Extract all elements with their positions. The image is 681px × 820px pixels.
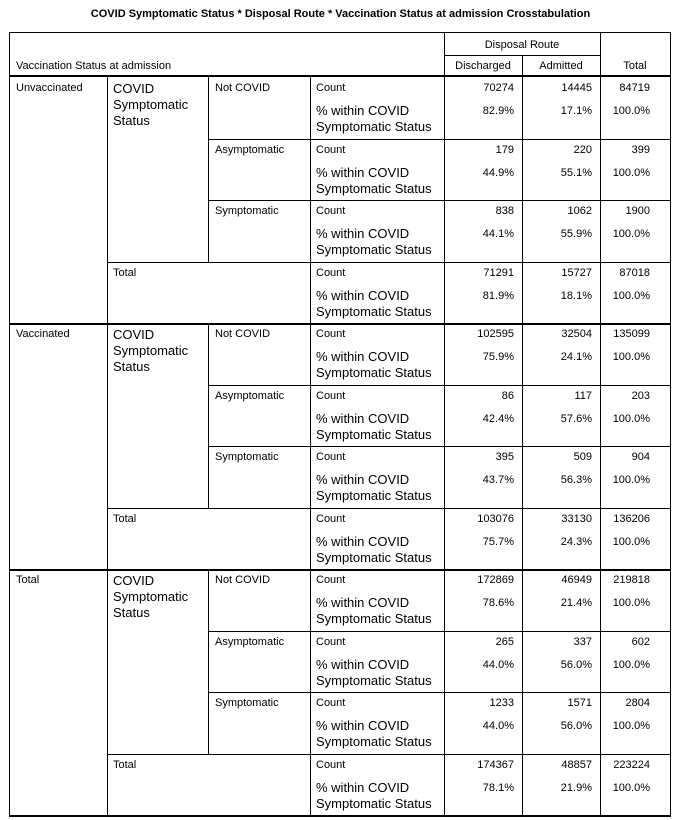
percent-value: 42.4% xyxy=(482,412,514,425)
count-label: Count xyxy=(316,266,346,279)
count-label: Count xyxy=(316,574,346,586)
percent-value: 82.9% xyxy=(482,105,514,117)
count-value: 87018 xyxy=(619,266,650,279)
count-value: 1062 xyxy=(567,205,592,217)
percent-value: 78.6% xyxy=(482,597,514,609)
pct-label-line2: Symptomatic Status xyxy=(316,672,432,688)
count-value: 395 xyxy=(495,451,514,463)
pct-label-line1: % within COVID xyxy=(316,779,410,795)
pct-label-line2: Symptomatic Status xyxy=(316,303,432,319)
col-divider-admitted xyxy=(522,55,523,816)
percent-value: 44.0% xyxy=(482,658,514,671)
count-value: 509 xyxy=(573,451,592,463)
header-admitted: Admitted xyxy=(539,60,583,72)
count-value: 602 xyxy=(631,635,650,648)
total-row-label: Total xyxy=(113,512,137,525)
pct-label-line2: Symptomatic Status xyxy=(316,549,432,565)
percent-value: 44.1% xyxy=(482,228,514,240)
status-row-label: Not COVID xyxy=(215,574,271,586)
row-separator xyxy=(208,139,670,140)
row-separator xyxy=(208,446,670,447)
percent-value: 78.1% xyxy=(482,781,514,794)
count-value: 337 xyxy=(573,635,592,648)
count-value: 33130 xyxy=(561,512,592,525)
row-separator xyxy=(208,692,670,693)
pct-label-line1: % within COVID xyxy=(316,472,410,487)
count-value: 102595 xyxy=(477,328,514,340)
percent-value: 100.0% xyxy=(612,720,650,732)
count-value: 265 xyxy=(495,635,514,648)
count-value: 32504 xyxy=(561,328,592,340)
table-title: COVID Symptomatic Status * Disposal Route * Vaccination Status at admission Crosstabulation xyxy=(90,8,591,20)
row-separator xyxy=(208,385,670,386)
group-separator xyxy=(9,323,671,325)
count-value: 70274 xyxy=(483,82,514,94)
count-value: 838 xyxy=(495,205,514,217)
covid-status-label: COVID Symptomatic Status xyxy=(113,327,189,374)
group-label: Total xyxy=(16,574,40,586)
count-value: 46949 xyxy=(561,574,592,586)
pct-label-line1: % within COVID xyxy=(316,287,410,303)
pct-label-line1: % within COVID xyxy=(316,349,410,364)
count-label: Count xyxy=(316,635,346,648)
count-label: Count xyxy=(316,389,346,402)
count-value: 203 xyxy=(631,389,650,402)
pct-label-line2: Symptomatic Status xyxy=(316,488,432,503)
pct-label-line2: Symptomatic Status xyxy=(316,119,432,134)
status-row-label: Not COVID xyxy=(215,328,271,340)
pct-label-line2: Symptomatic Status xyxy=(316,426,432,442)
percent-value: 18.1% xyxy=(560,289,592,302)
col-divider-group xyxy=(107,77,108,323)
pct-label-line1: % within COVID xyxy=(316,410,410,426)
percent-value: 100.0% xyxy=(612,228,650,240)
percent-value: 44.9% xyxy=(482,166,514,179)
status-row-label: Not COVID xyxy=(215,82,271,94)
table-left-border xyxy=(9,32,10,816)
pct-label-line1: % within COVID xyxy=(316,533,410,549)
table-right-border xyxy=(670,32,671,816)
col-divider-status xyxy=(208,77,209,262)
group-separator xyxy=(9,815,671,817)
group-label: Unvaccinated xyxy=(16,82,83,94)
header-row-label: Vaccination Status at admission xyxy=(16,60,172,72)
percent-value: 21.4% xyxy=(560,597,592,609)
count-value: 135099 xyxy=(613,328,650,340)
percent-value: 100.0% xyxy=(612,658,650,671)
total-row-label: Total xyxy=(113,758,137,771)
count-label: Count xyxy=(316,205,346,217)
col-divider-status xyxy=(208,569,209,754)
group-label: Vaccinated xyxy=(16,328,70,340)
percent-value: 100.0% xyxy=(612,105,650,117)
count-value: 2804 xyxy=(625,697,650,709)
count-value: 1900 xyxy=(625,205,650,217)
percent-value: 100.0% xyxy=(612,289,650,302)
total-row-label: Total xyxy=(113,266,137,279)
col-divider-group xyxy=(107,569,108,815)
row-separator xyxy=(107,262,670,263)
count-label: Count xyxy=(316,328,346,340)
count-value: 399 xyxy=(631,143,650,156)
percent-value: 81.9% xyxy=(482,289,514,302)
col-divider-count xyxy=(310,323,311,569)
pct-label-line2: Symptomatic Status xyxy=(316,365,432,380)
status-row-label: Asymptomatic xyxy=(215,635,285,648)
percent-value: 100.0% xyxy=(612,535,650,548)
count-value: 1571 xyxy=(567,697,592,709)
pct-label-line2: Symptomatic Status xyxy=(316,611,432,626)
header-disposal-route: Disposal Route xyxy=(484,39,560,51)
percent-value: 55.1% xyxy=(560,166,592,179)
col-divider-status xyxy=(208,323,209,508)
pct-label-line1: % within COVID xyxy=(316,656,410,672)
table-top-border xyxy=(9,32,671,33)
count-value: 71291 xyxy=(483,266,514,279)
percent-value: 56.0% xyxy=(560,720,592,732)
count-label: Count xyxy=(316,512,346,525)
percent-value: 100.0% xyxy=(612,351,650,363)
count-value: 117 xyxy=(574,389,592,402)
percent-value: 17.1% xyxy=(560,105,592,117)
covid-status-label: COVID Symptomatic Status xyxy=(113,573,189,620)
percent-value: 57.6% xyxy=(560,412,592,425)
pct-label-line2: Symptomatic Status xyxy=(316,242,432,257)
group-separator xyxy=(9,569,671,571)
col-divider-count xyxy=(310,569,311,815)
percent-value: 55.9% xyxy=(560,228,592,240)
count-value: 48857 xyxy=(561,758,592,771)
status-row-label: Asymptomatic xyxy=(215,143,285,156)
status-row-label: Symptomatic xyxy=(215,697,279,709)
percent-value: 56.3% xyxy=(560,474,592,486)
percent-value: 44.0% xyxy=(482,720,514,732)
row-separator xyxy=(107,754,670,755)
percent-value: 21.9% xyxy=(560,781,592,794)
count-label: Count xyxy=(316,758,346,771)
percent-value: 24.3% xyxy=(560,535,592,548)
status-row-label: Symptomatic xyxy=(215,451,279,463)
pct-label-line1: % within COVID xyxy=(316,103,410,118)
count-value: 904 xyxy=(631,451,650,463)
count-value: 136206 xyxy=(613,512,650,525)
percent-value: 100.0% xyxy=(612,166,650,179)
percent-value: 100.0% xyxy=(612,412,650,425)
count-value: 219818 xyxy=(613,574,650,586)
header-total: Total xyxy=(623,60,647,72)
percent-value: 100.0% xyxy=(612,597,650,609)
count-value: 103076 xyxy=(477,512,514,525)
percent-value: 100.0% xyxy=(612,474,650,486)
col-divider-count xyxy=(310,77,311,323)
count-value: 174367 xyxy=(477,758,514,771)
pct-label-line2: Symptomatic Status xyxy=(316,734,432,749)
count-value: 220 xyxy=(573,143,592,156)
status-row-label: Asymptomatic xyxy=(215,389,285,402)
pct-label-line2: Symptomatic Status xyxy=(316,795,432,811)
covid-status-label: COVID Symptomatic Status xyxy=(113,81,189,128)
percent-value: 43.7% xyxy=(482,474,514,486)
count-value: 86 xyxy=(501,389,514,402)
pct-label-line1: % within COVID xyxy=(316,226,410,241)
header-bottom-border xyxy=(9,75,671,77)
count-value: 172869 xyxy=(477,574,514,586)
count-label: Count xyxy=(316,451,346,463)
pct-label-line1: % within COVID xyxy=(316,718,410,733)
row-separator xyxy=(208,631,670,632)
percent-value: 56.0% xyxy=(560,658,592,671)
count-label: Count xyxy=(316,697,346,709)
pct-label-line1: % within COVID xyxy=(316,595,410,610)
header-discharged: Discharged xyxy=(455,60,511,72)
percent-value: 75.9% xyxy=(482,351,514,363)
percent-value: 100.0% xyxy=(612,781,650,794)
count-label: Count xyxy=(316,143,346,156)
col-divider-group xyxy=(107,323,108,569)
count-value: 15727 xyxy=(561,266,592,279)
row-separator xyxy=(107,508,670,509)
count-value: 84719 xyxy=(619,82,650,94)
percent-value: 24.1% xyxy=(560,351,592,363)
status-row-label: Symptomatic xyxy=(215,205,279,217)
percent-value: 75.7% xyxy=(482,535,514,548)
count-value: 179 xyxy=(495,143,514,156)
count-value: 223224 xyxy=(613,758,650,771)
row-separator xyxy=(208,200,670,201)
count-value: 14445 xyxy=(561,82,592,94)
pct-label-line2: Symptomatic Status xyxy=(316,180,432,196)
count-value: 1233 xyxy=(489,697,514,709)
col-divider-discharged xyxy=(444,32,445,816)
pct-label-line1: % within COVID xyxy=(316,164,410,180)
count-label: Count xyxy=(316,82,346,94)
